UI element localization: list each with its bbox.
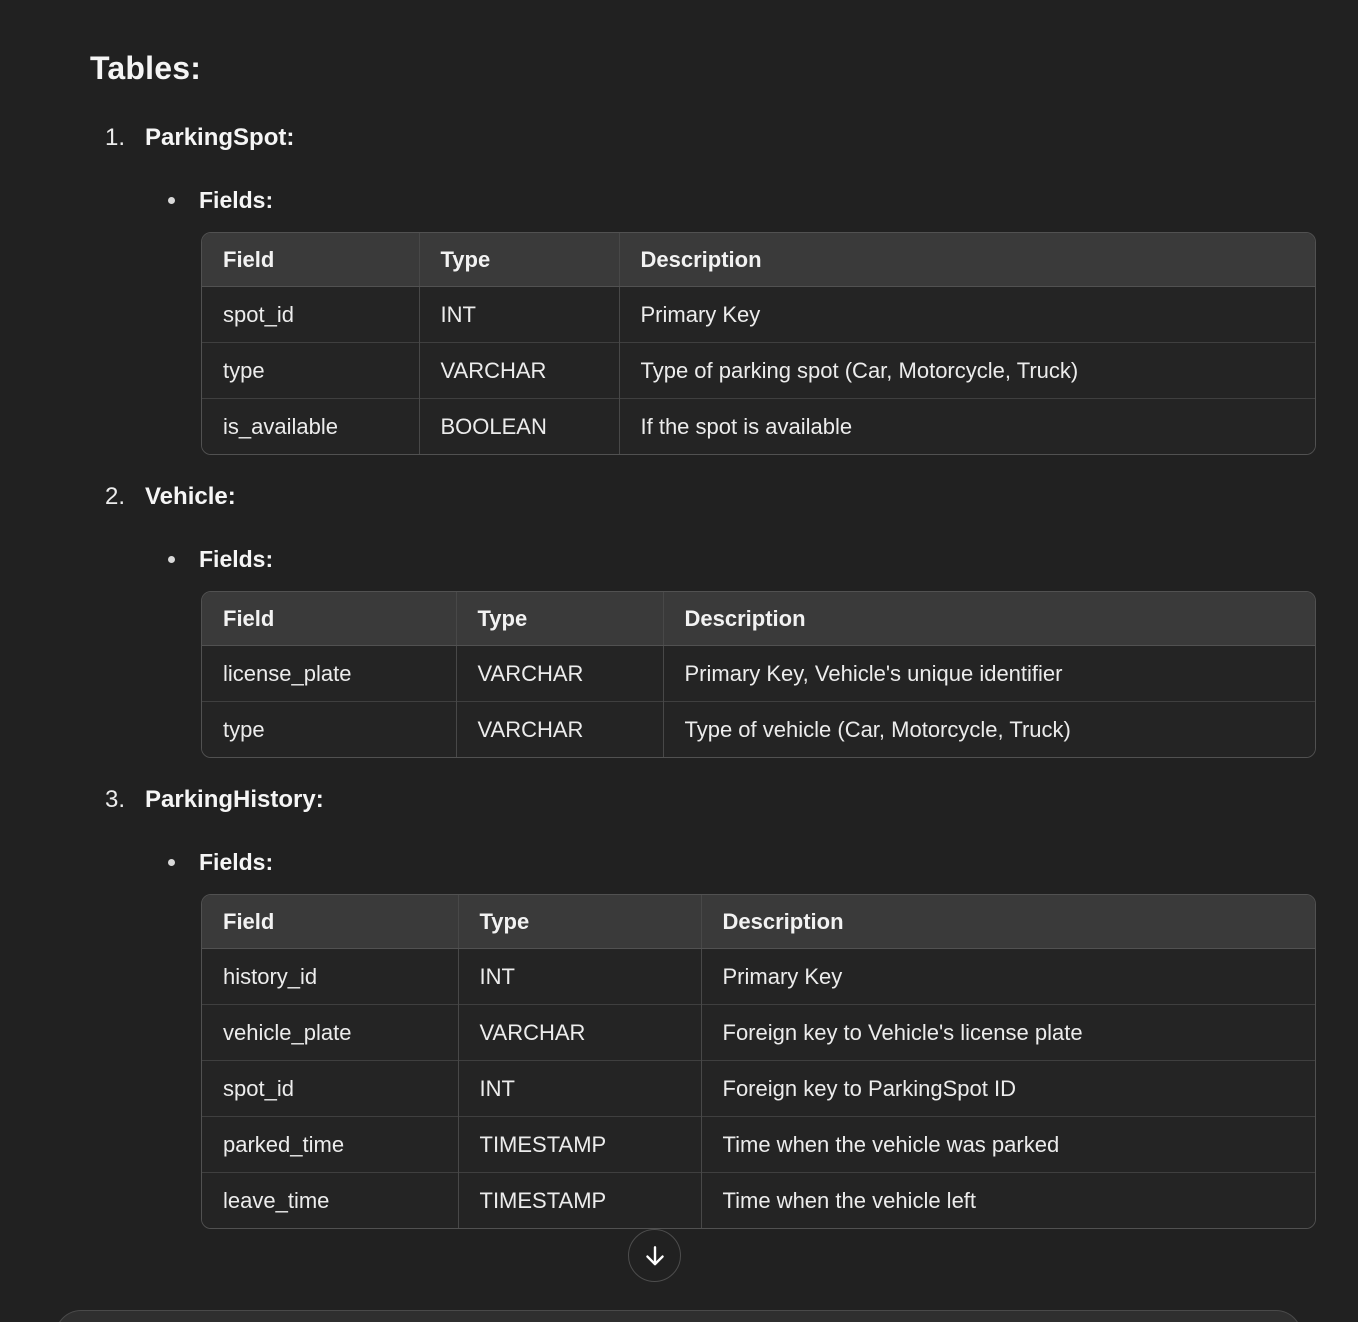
cell-type: VARCHAR bbox=[456, 646, 663, 702]
section-parkinghistory bbox=[0, 785, 1358, 1229]
table-row bbox=[202, 646, 1315, 702]
cell-field: vehicle_plate bbox=[202, 1005, 458, 1061]
cell-description: Primary Key, Vehicle's unique identifier bbox=[663, 646, 1315, 702]
cell-field: spot_id bbox=[202, 287, 419, 343]
bullet-icon bbox=[168, 556, 175, 563]
cell-description: Time when the vehicle left bbox=[701, 1173, 1315, 1229]
fields-list-item bbox=[168, 186, 1358, 214]
page-title: Tables: bbox=[90, 50, 202, 86]
list-number: 3. bbox=[105, 786, 126, 813]
cell-type: VARCHAR bbox=[419, 343, 619, 399]
fields-label: Fields: bbox=[199, 849, 274, 875]
list-number: 2. bbox=[105, 483, 126, 510]
cell-description: Foreign key to Vehicle's license plate bbox=[701, 1005, 1315, 1061]
list-item-parkingspot bbox=[105, 123, 1358, 153]
table-name-vehicle: Vehicle: bbox=[145, 483, 236, 510]
fields-table-parkinghistory bbox=[201, 894, 1316, 1229]
list-number: 1. bbox=[105, 124, 126, 151]
chat-input-bar[interactable] bbox=[55, 1310, 1302, 1322]
column-header-field: Field bbox=[202, 233, 419, 287]
table-name-parkinghistory: ParkingHistory: bbox=[145, 786, 324, 813]
column-header-description: Description bbox=[619, 233, 1315, 287]
table-row bbox=[202, 399, 1315, 455]
fields-table-parkingspot bbox=[201, 232, 1316, 455]
table-header-row bbox=[202, 233, 1315, 287]
table-row bbox=[202, 949, 1315, 1005]
fields-list-item bbox=[168, 545, 1358, 573]
scroll-to-bottom-button[interactable] bbox=[628, 1229, 681, 1282]
cell-type: INT bbox=[458, 1061, 701, 1117]
cell-description: Primary Key bbox=[701, 949, 1315, 1005]
bullet-icon bbox=[168, 197, 175, 204]
cell-type: BOOLEAN bbox=[419, 399, 619, 455]
cell-field: parked_time bbox=[202, 1117, 458, 1173]
cell-type: VARCHAR bbox=[458, 1005, 701, 1061]
column-header-type: Type bbox=[456, 592, 663, 646]
table-row bbox=[202, 1117, 1315, 1173]
cell-field: is_available bbox=[202, 399, 419, 455]
table-row bbox=[202, 1173, 1315, 1229]
cell-field: type bbox=[202, 343, 419, 399]
column-header-description: Description bbox=[701, 895, 1315, 949]
cell-type: INT bbox=[419, 287, 619, 343]
table-row bbox=[202, 1005, 1315, 1061]
cell-description: Type of vehicle (Car, Motorcycle, Truck) bbox=[663, 702, 1315, 758]
section-vehicle bbox=[0, 482, 1358, 758]
cell-description: Type of parking spot (Car, Motorcycle, Truck) bbox=[619, 343, 1315, 399]
cell-description: Primary Key bbox=[619, 287, 1315, 343]
cell-description: Foreign key to ParkingSpot ID bbox=[701, 1061, 1315, 1117]
cell-type: TIMESTAMP bbox=[458, 1117, 701, 1173]
column-header-field: Field bbox=[202, 895, 458, 949]
arrow-down-icon bbox=[642, 1243, 668, 1269]
fields-list-item bbox=[168, 848, 1358, 876]
cell-type: VARCHAR bbox=[456, 702, 663, 758]
cell-field: history_id bbox=[202, 949, 458, 1005]
cell-description: If the spot is available bbox=[619, 399, 1315, 455]
table-row bbox=[202, 287, 1315, 343]
table-row bbox=[202, 343, 1315, 399]
list-item-parkinghistory bbox=[105, 785, 1358, 815]
bullet-icon bbox=[168, 859, 175, 866]
table-name-parkingspot: ParkingSpot: bbox=[145, 124, 295, 151]
column-header-description: Description bbox=[663, 592, 1315, 646]
table-header-row bbox=[202, 895, 1315, 949]
fields-label: Fields: bbox=[199, 546, 274, 572]
cell-type: TIMESTAMP bbox=[458, 1173, 701, 1229]
cell-description: Time when the vehicle was parked bbox=[701, 1117, 1315, 1173]
fields-label: Fields: bbox=[199, 187, 274, 213]
fields-table-vehicle bbox=[201, 591, 1316, 758]
cell-field: type bbox=[202, 702, 456, 758]
table-row bbox=[202, 702, 1315, 758]
list-item-vehicle bbox=[105, 482, 1358, 512]
column-header-field: Field bbox=[202, 592, 456, 646]
cell-field: leave_time bbox=[202, 1173, 458, 1229]
column-header-type: Type bbox=[458, 895, 701, 949]
table-row bbox=[202, 1061, 1315, 1117]
column-header-type: Type bbox=[419, 233, 619, 287]
table-header-row bbox=[202, 592, 1315, 646]
cell-type: INT bbox=[458, 949, 701, 1005]
section-parkingspot bbox=[0, 123, 1358, 455]
cell-field: spot_id bbox=[202, 1061, 458, 1117]
cell-field: license_plate bbox=[202, 646, 456, 702]
